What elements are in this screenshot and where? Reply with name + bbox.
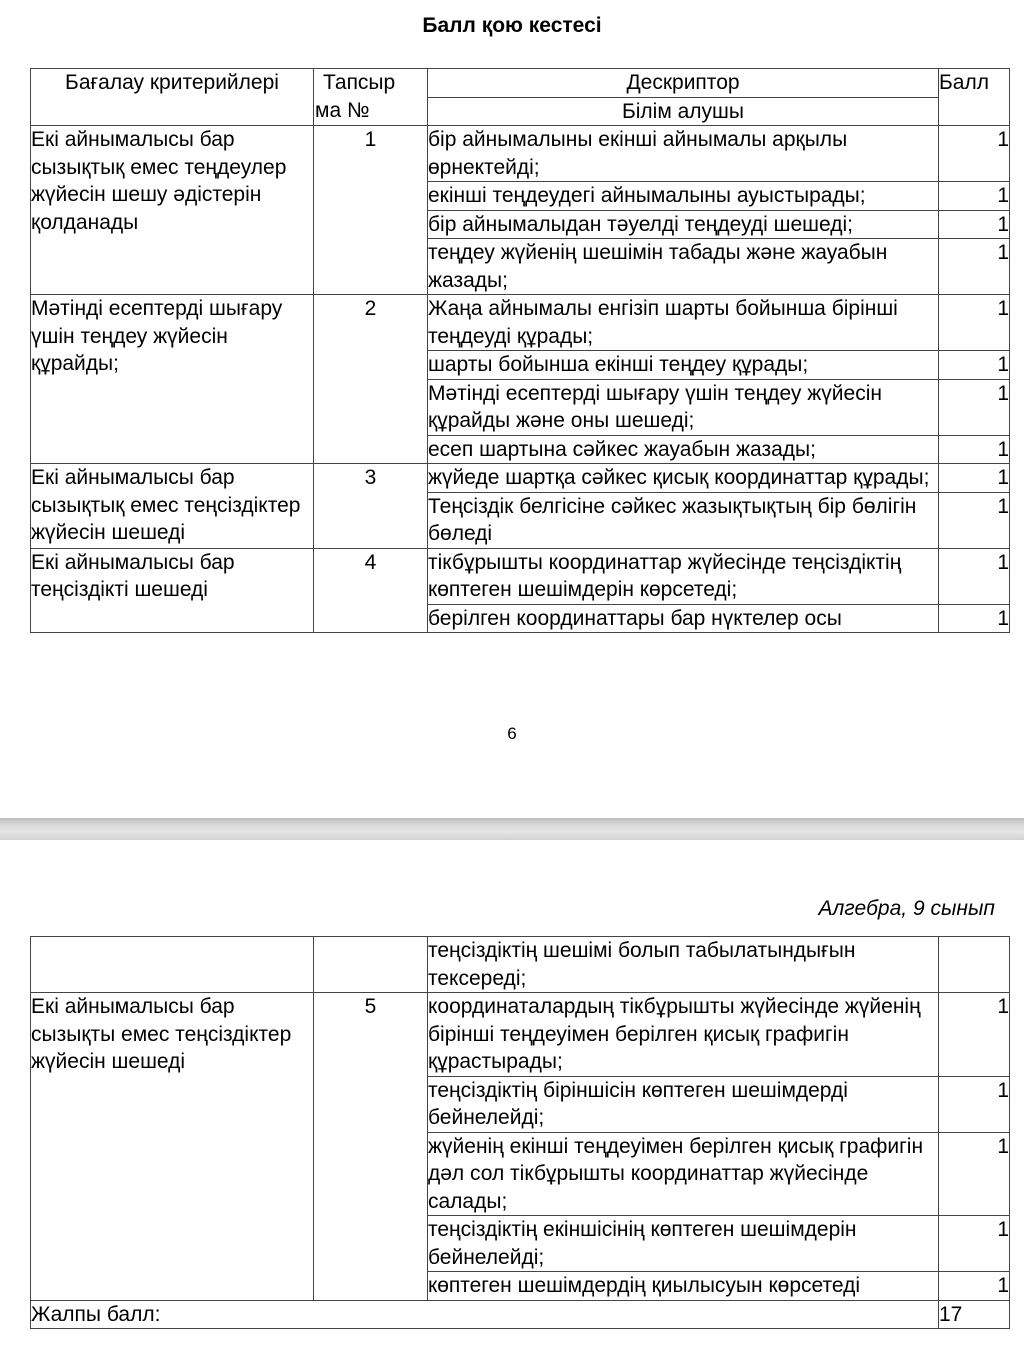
descriptor-cell: бір айнымалыны екінші айнымалы арқылы өрнектейді; <box>428 126 939 182</box>
points-cell: 1 <box>939 239 1010 295</box>
criteria-cell: Екі айнымалысы бар сызықты емес теңсіздіктер жүйесін шешеді <box>31 993 314 1301</box>
points-cell: 1 <box>939 604 1010 633</box>
task-cell <box>314 937 428 993</box>
points-cell: 1 <box>939 1272 1010 1301</box>
task-number-cell: 4 <box>314 548 428 633</box>
total-label: Жалпы балл: <box>31 1300 939 1329</box>
points-cell: 1 <box>939 1132 1010 1216</box>
descriptor-cell: Мәтінді есептерді шығару үшін теңдеу жүйесін құрайды және оны шешеді; <box>428 379 939 435</box>
header-task <box>314 69 428 126</box>
descriptor-cell: екінші теңдеудегі айнымалыны ауыстырады; <box>428 182 939 211</box>
descriptor-cell: есеп шартына сәйкес жауабын жазады; <box>428 435 939 464</box>
descriptor-cell: тікбұрышты координаттар жүйесінде теңсіздіктің көптеген шешімдерін көрсетеді; <box>428 548 939 604</box>
descriptor-cell: теңсіздіктің шешімі болып табылатындығын тексереді; <box>428 937 939 993</box>
continuation-row <box>31 937 1010 993</box>
descriptor-cell: теңсіздіктің біріншісін көптеген шешімдерді бейнелейді; <box>428 1076 939 1132</box>
descriptor-row <box>31 126 1010 182</box>
page-number: 6 <box>507 724 517 743</box>
descriptor-row <box>31 993 1010 1077</box>
task-number-cell: 2 <box>314 295 428 464</box>
descriptor-cell: бір айнымалыдан тәуелді теңдеуді шешеді; <box>428 210 939 239</box>
descriptor-cell: жүйеде шартқа сәйкес қисық координаттар құрады; <box>428 464 939 493</box>
total-value: 17 <box>939 1300 1010 1329</box>
page-separator <box>0 818 1024 840</box>
descriptor-row <box>31 295 1010 351</box>
descriptor-cell: координаталардың тікбұрышты жүйесінде жүйенің бірінші теңдеуімен берілген қисық графигін құрастырады; <box>428 993 939 1077</box>
points-cell: 1 <box>939 993 1010 1077</box>
descriptor-cell: Жаңа айнымалы енгізіп шарты бойынша бірінші теңдеуді құрады; <box>428 295 939 351</box>
descriptor-cell: жүйенің екінші теңдеуімен берілген қисық графигін дәл сол тікбұрышты координаттар жүйесінде салады; <box>428 1132 939 1216</box>
criteria-cell <box>31 937 314 993</box>
header-task-line2: ма № <box>315 98 370 122</box>
header-descriptor: Дескриптор <box>428 69 939 98</box>
descriptor-cell: шарты бойынша екінші теңдеу құрады; <box>428 351 939 380</box>
task-number-cell: 3 <box>314 464 428 549</box>
points-cell: 1 <box>939 295 1010 351</box>
criteria-cell: Мәтінді есептерді шығару үшін теңдеу жүйесін құрайды; <box>31 295 314 464</box>
points-cell: 1 <box>939 435 1010 464</box>
page-title: Балл қою кестесі <box>422 14 602 37</box>
points-cell: 1 <box>939 492 1010 548</box>
running-header: Алгебра, 9 сынып <box>818 897 995 920</box>
descriptor-row <box>31 548 1010 604</box>
points-cell: 1 <box>939 548 1010 604</box>
points-cell: 1 <box>939 379 1010 435</box>
task-number-cell: 5 <box>314 993 428 1301</box>
points-cell: 1 <box>939 126 1010 182</box>
scoring-table-page-2 <box>30 936 1010 1329</box>
descriptor-cell: теңдеу жүйенің шешімін табады және жауабын жазады; <box>428 239 939 295</box>
descriptor-cell: көптеген шешімдердің қиылысуын көрсетеді <box>428 1272 939 1301</box>
points-cell <box>939 937 1010 993</box>
descriptor-cell: Теңсіздік белгісіне сәйкес жазықтықтың бір бөлігін бөледі <box>428 492 939 548</box>
total-row <box>31 1300 1010 1329</box>
header-row <box>31 69 1010 98</box>
points-cell: 1 <box>939 464 1010 493</box>
header-points: Балл <box>939 69 1010 126</box>
points-cell: 1 <box>939 1216 1010 1272</box>
criteria-cell: Екі айнымалысы бар сызықтық емес теңсіздіктер жүйесін шешеді <box>31 464 314 549</box>
points-cell: 1 <box>939 1076 1010 1132</box>
points-cell: 1 <box>939 210 1010 239</box>
descriptor-cell: теңсіздіктің екіншісінің көптеген шешімдерін бейнелейді; <box>428 1216 939 1272</box>
scoring-table-page-1 <box>30 68 1010 633</box>
criteria-cell: Екі айнымалысы бар теңсіздікті шешеді <box>31 548 314 633</box>
criteria-cell: Екі айнымалысы бар сызықтық емес теңдеулер жүйесін шешу әдістерін қолданады <box>31 126 314 295</box>
header-task-line1: Тапсыр <box>323 71 396 94</box>
task-number-cell: 1 <box>314 126 428 295</box>
descriptor-cell: берілген координаттары бар нүктелер осы <box>428 604 939 633</box>
header-learner: Білім алушы <box>428 97 939 126</box>
points-cell: 1 <box>939 351 1010 380</box>
points-cell: 1 <box>939 182 1010 211</box>
descriptor-row <box>31 464 1010 493</box>
header-criteria: Бағалау критерийлері <box>31 69 314 126</box>
